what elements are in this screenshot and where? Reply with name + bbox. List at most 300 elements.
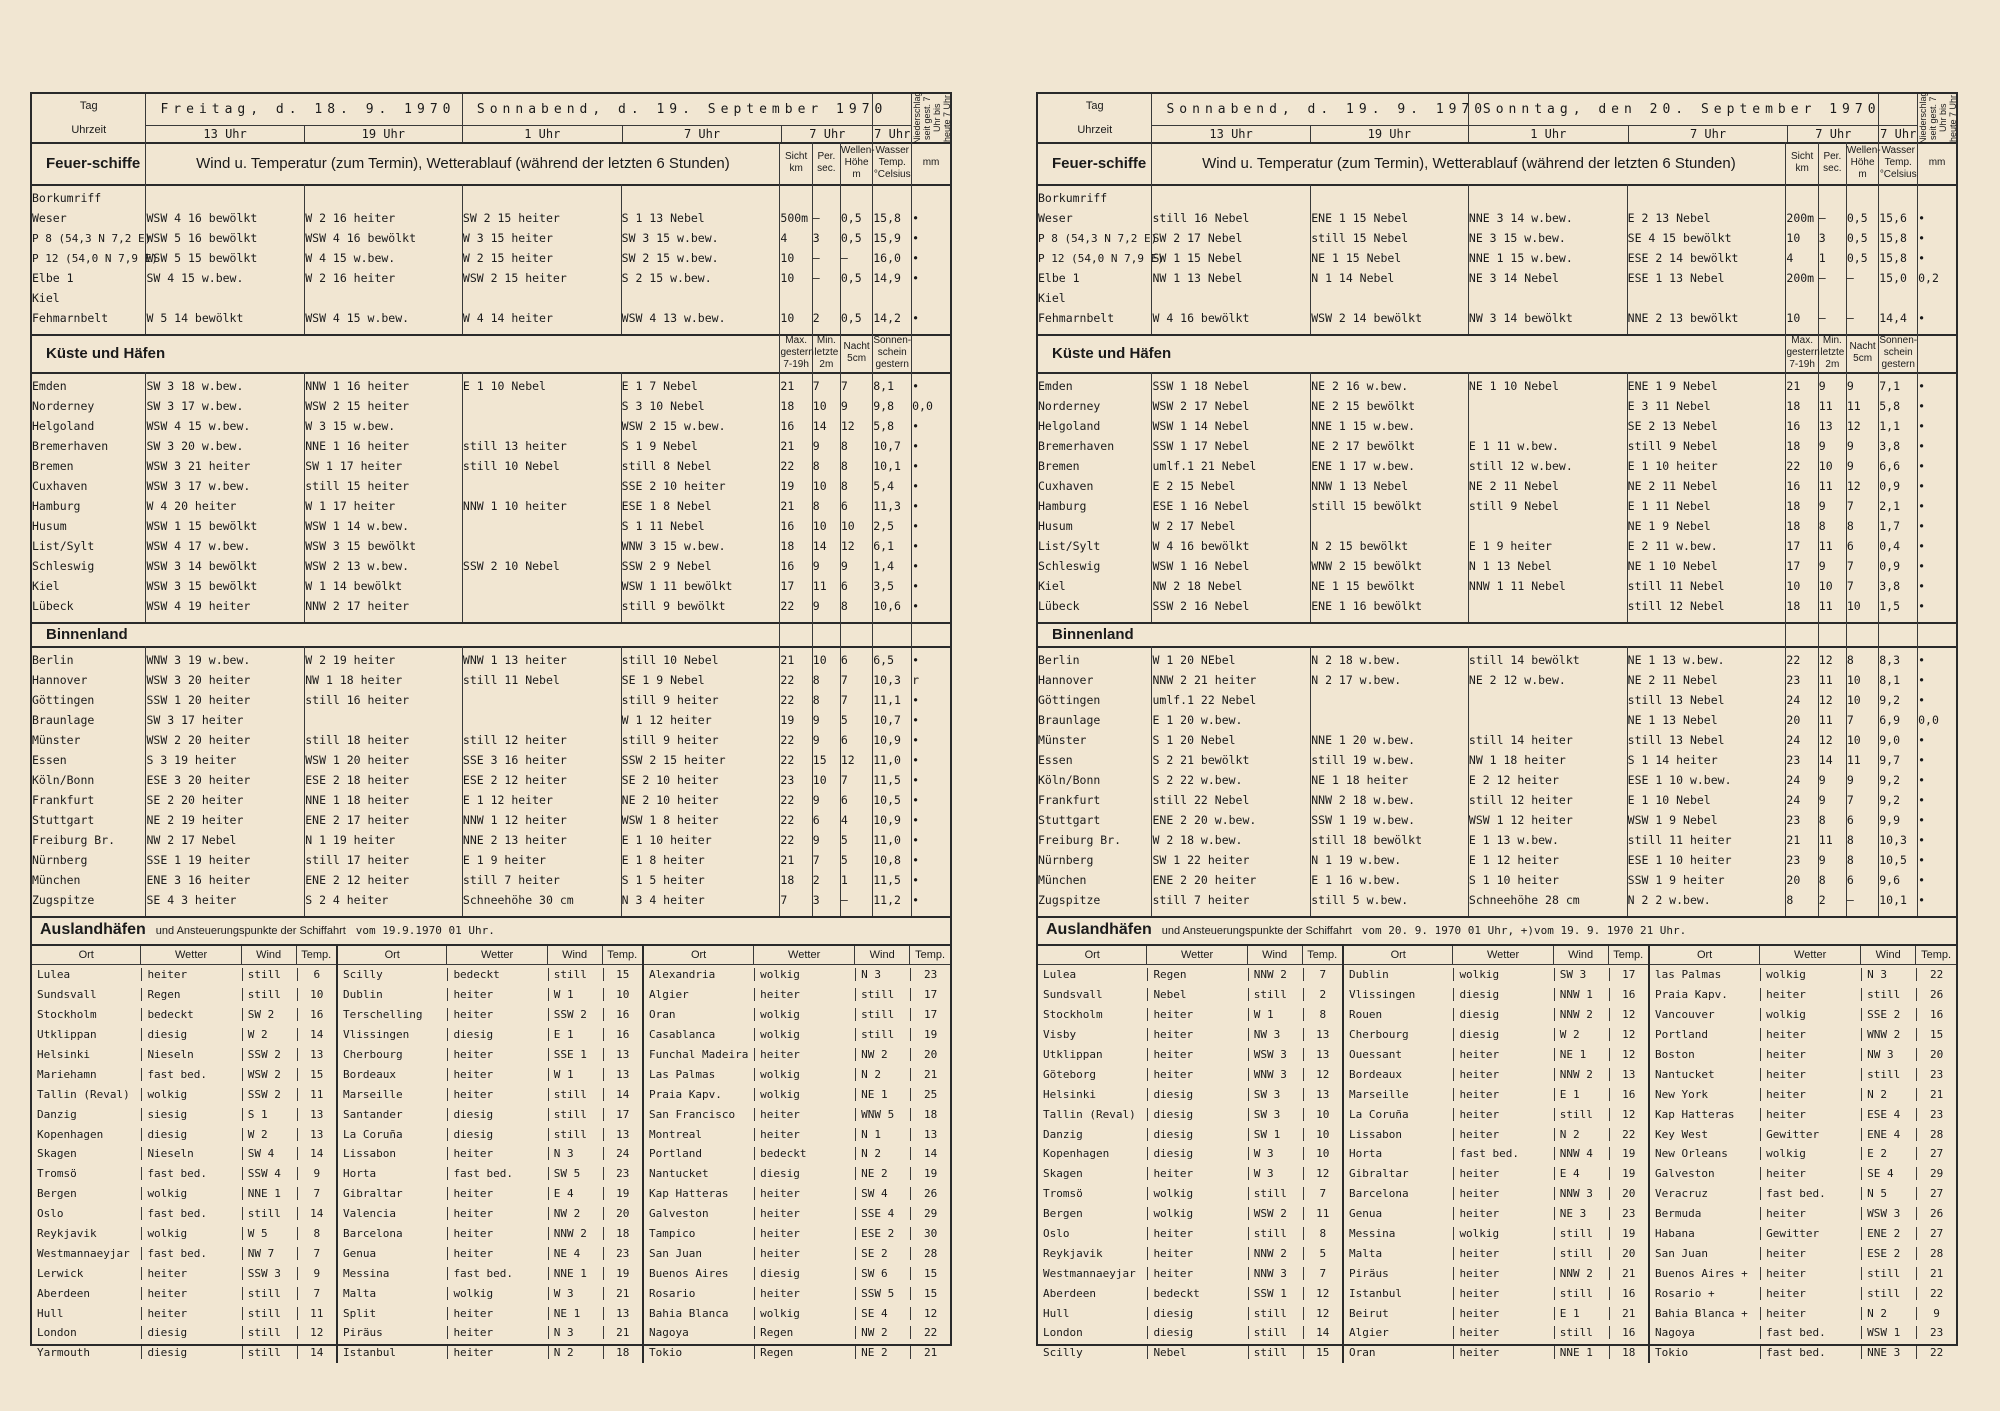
port-wind: SW 4 [855, 1187, 910, 1200]
time-7c: 7 Uhr [1880, 127, 1917, 141]
port-wind: still [548, 1108, 603, 1121]
table-cell: ESE 3 20 heiter [146, 773, 251, 787]
port-wind: still [1861, 988, 1916, 1001]
ausland-block [644, 946, 950, 1363]
port-row [1344, 1204, 1648, 1224]
port-wind: still [1248, 988, 1303, 1001]
table-cell: 1,1 [1879, 419, 1901, 433]
port-temp: 17 [910, 1008, 950, 1021]
table-cell: NE 3 15 w.bew. [1468, 231, 1566, 245]
port-name: Vlissingen [1349, 988, 1416, 1002]
port-weather: heiter [1453, 1267, 1553, 1280]
station-name: Stuttgart [1038, 813, 1101, 827]
table-cell: 6 [1846, 813, 1854, 827]
table-cell [813, 188, 840, 208]
table-cell: still 11 Nebel [1627, 579, 1725, 593]
table-cell: • [1918, 693, 1926, 707]
port-wind: still [1861, 1068, 1916, 1081]
port-temp: 27 [1916, 1187, 1956, 1200]
table-cell: S 1 11 Nebel [621, 519, 705, 533]
port-temp: 15 [297, 1068, 337, 1081]
table-cell: • [912, 519, 920, 533]
table-cell [1469, 516, 1627, 536]
table-cell: 8 [1786, 893, 1794, 907]
port-name: Stockholm [37, 1008, 97, 1022]
table-cell: SW 3 17 heiter [146, 713, 244, 727]
label-min5: Nacht 5cm [1849, 341, 1876, 364]
table-cell: WNW 3 19 w.bew. [146, 653, 251, 667]
table-cell: WSW 5 16 bewölkt [146, 231, 258, 245]
table-cell [1819, 288, 1846, 308]
station-name: Borkumriff [32, 191, 102, 205]
port-wind: SW 4 [242, 1147, 297, 1160]
port-temp: 23 [603, 1247, 643, 1260]
port-wind: NE 3 [1554, 1207, 1609, 1220]
table-cell: 7 [780, 893, 788, 907]
table-cell: NNW 2 17 heiter [305, 599, 410, 613]
port-temp: 20 [603, 1207, 643, 1220]
station-name: Nürnberg [32, 853, 88, 867]
port-wind: NNE 1 [1554, 1346, 1609, 1359]
table-cell [146, 288, 304, 308]
port-row [644, 1084, 950, 1104]
table-cell: S 1 9 Nebel [621, 439, 698, 453]
col-wetter: Wetter [1453, 946, 1553, 964]
port-weather: fast bed. [1760, 1346, 1861, 1359]
port-wind: SW 6 [855, 1267, 910, 1280]
port-weather: heiter [447, 1207, 547, 1220]
table-cell: 22 [1786, 459, 1801, 473]
port-name: Rosario [649, 1286, 696, 1300]
port-wind: NNW 1 [1554, 988, 1609, 1001]
table-cell: NE 2 12 w.bew. [1468, 673, 1566, 687]
station-name: Fehmarnbelt [1038, 311, 1115, 325]
port-weather: wolkig [754, 1088, 855, 1101]
table-cell: WSW 4 15 w.bew. [146, 419, 251, 433]
port-name: Piräus [1349, 1266, 1389, 1280]
port-temp: 21 [1916, 1088, 1956, 1101]
port-temp: 14 [297, 1207, 337, 1220]
port-name: Veracruz [1655, 1187, 1708, 1201]
table-cell [1819, 188, 1846, 208]
port-weather: heiter [1760, 1048, 1861, 1061]
port-wind: N 2 [1861, 1088, 1916, 1101]
table-cell: 9 [1818, 773, 1826, 787]
port-row [1038, 965, 1342, 985]
port-weather: heiter [754, 988, 855, 1001]
table-cell: • [912, 271, 920, 285]
label-wellen: Wellen- Höhe m [840, 145, 875, 180]
table-cell: N 2 18 w.bew. [1311, 653, 1402, 667]
table-cell: still 8 Nebel [621, 459, 712, 473]
port-wind: still [242, 1287, 297, 1300]
port-temp: 12 [1303, 1068, 1343, 1081]
table-cell: E 1 9 heiter [462, 853, 546, 867]
port-weather: bedeckt [754, 1147, 855, 1160]
table-cell: – [812, 271, 820, 285]
port-temp: 12 [297, 1326, 337, 1339]
table-cell: 0,5 [1846, 251, 1868, 265]
port-weather: heiter [1453, 1167, 1553, 1180]
table-cell: WSW 2 15 heiter [462, 271, 567, 285]
table-cell: 9 [1818, 793, 1826, 807]
table-cell: r [912, 673, 920, 687]
port-weather: diesig [447, 1108, 547, 1121]
port-weather: fast bed. [447, 1267, 547, 1280]
port-wind: WNW 5 [855, 1108, 910, 1121]
table-cell: NE 1 10 Nebel [1627, 559, 1718, 573]
port-weather: heiter [447, 1008, 547, 1021]
table-cell: • [912, 459, 920, 473]
day1-title: Sonnabend, d. 19. 9. 1970 [1166, 102, 1488, 117]
table-cell: 9,0 [1879, 733, 1901, 747]
table-cell: N 1 19 heiter [305, 833, 396, 847]
port-wind: SSW 4 [242, 1167, 297, 1180]
port-name: Ouessant [1349, 1048, 1402, 1061]
port-weather: diesig [141, 1346, 241, 1359]
station-name: Freiburg Br. [1038, 833, 1122, 847]
table-cell [463, 710, 621, 730]
table-cell: 10 [1786, 579, 1801, 593]
port-wind: W 3 [1248, 1147, 1303, 1160]
table-cell: SSW 1 20 heiter [146, 693, 251, 707]
station-name: Braunlage [32, 713, 95, 727]
table-cell: S 2 4 heiter [305, 893, 389, 907]
time-13: 13 Uhr [1209, 127, 1253, 141]
table-cell: 0,9 [1879, 479, 1901, 493]
port-weather: diesig [1453, 1028, 1553, 1041]
table-cell: 7 [1846, 713, 1854, 727]
station-name: München [1038, 873, 1087, 887]
table-cell: still 22 Nebel [1152, 793, 1250, 807]
port-weather: Regen [141, 988, 241, 1001]
table-cell: • [912, 873, 920, 887]
station-name: Norderney [1038, 399, 1101, 413]
table-cell: 0,2 [1918, 271, 1939, 285]
port-temp: 27 [1916, 1147, 1956, 1160]
table-cell: SSW 2 10 Nebel [462, 559, 560, 573]
port-wind: still [1554, 1326, 1609, 1339]
table-cell: WSW 1 14 w.bew. [305, 519, 410, 533]
table-cell: • [1918, 893, 1926, 907]
table-cell: still 19 w.bew. [1311, 753, 1416, 767]
table-cell: 21 [1786, 833, 1801, 847]
port-weather: fast bed. [1760, 1187, 1861, 1200]
port-weather: diesig [447, 1128, 547, 1141]
port-name: Lulea [1043, 968, 1077, 982]
port-row [338, 1243, 642, 1263]
table-cell: NW 1 18 heiter [305, 673, 403, 687]
table-cell: NE 2 19 heiter [146, 813, 244, 827]
table-cell: 9 [812, 439, 820, 453]
table-cell: 23 [780, 773, 795, 787]
port-row [338, 1084, 642, 1104]
time-7a: 7 Uhr [1628, 126, 1788, 142]
feuerschiffe-title: Feuer-schiffe [1052, 154, 1147, 172]
port-name: Westmannaeyjar [1043, 1266, 1136, 1280]
table-cell [1786, 288, 1817, 308]
port-wind: NW 3 [1861, 1048, 1916, 1061]
port-temp: 29 [1916, 1167, 1956, 1180]
table-cell: E 2 12 heiter [1468, 773, 1559, 787]
table-cell: 14,2 [873, 311, 901, 325]
table-cell: • [1918, 579, 1926, 593]
port-temp: 12 [1303, 1307, 1343, 1320]
port-name: Dublin [343, 988, 383, 1002]
port-row [32, 1064, 336, 1084]
port-name: Habana [1655, 1227, 1695, 1241]
table-cell [463, 396, 621, 416]
label-mm: mm [1928, 157, 1946, 168]
port-name: Utklippan [1043, 1048, 1103, 1061]
kueste-title: Küste und Häfen [1052, 344, 1172, 362]
table-cell: 12 [1818, 733, 1833, 747]
port-row [32, 1343, 336, 1363]
auslandhaefen-title: Auslandhäfen [40, 921, 146, 938]
table-cell: 12 [1846, 419, 1861, 433]
table-cell: 24 [1786, 793, 1801, 807]
port-temp: 17 [910, 988, 950, 1001]
table-cell: • [912, 853, 920, 867]
port-weather: heiter [1760, 988, 1861, 1001]
port-name: Vlissingen [343, 1028, 410, 1042]
port-name: Gibraltar [343, 1187, 403, 1201]
table-cell: 7 [840, 693, 848, 707]
port-temp: 12 [910, 1307, 950, 1320]
col-wind: Wind [242, 946, 297, 964]
day2-title: Sonnabend, d. 19. September 1970 [476, 102, 888, 117]
port-name: Montreal [649, 1127, 702, 1141]
table-cell: N 3 4 heiter [621, 893, 705, 907]
port-name: Bermuda [1655, 1207, 1702, 1221]
station-name: Bremen [1038, 459, 1080, 473]
table-cell: 10,1 [873, 459, 901, 473]
table-cell: 9 [812, 559, 820, 573]
port-wind: SW 5 [548, 1167, 603, 1180]
port-wind: NE 1 [1554, 1048, 1609, 1061]
table-cell [463, 690, 621, 710]
station-name: Lübeck [32, 599, 74, 613]
table-cell: SSW 1 17 Nebel [1152, 439, 1250, 453]
table-cell: WSW 2 13 w.bew. [305, 559, 410, 573]
table-cell: 8 [812, 693, 820, 707]
table-cell: NNW 1 13 Nebel [1311, 479, 1409, 493]
port-row [1650, 1124, 1956, 1144]
port-weather: siesig [141, 1108, 241, 1121]
table-cell: • [912, 793, 920, 807]
table-cell: • [1918, 419, 1926, 433]
table-cell: 6,1 [873, 539, 895, 553]
station-name: Zugspitze [1038, 893, 1101, 907]
table-cell: WSW 2 20 heiter [146, 733, 251, 747]
table-cell: 2 [1818, 893, 1826, 907]
table-cell: WSW 1 16 Nebel [1152, 559, 1250, 573]
port-temp: 10 [297, 988, 337, 1001]
port-weather: wolkig [754, 1068, 855, 1081]
col-temp: Temp. [1613, 949, 1644, 961]
table-cell: SSW 1 19 w.bew. [1311, 813, 1416, 827]
table-cell: WSW 5 15 bewölkt [146, 251, 258, 265]
table-cell: 10 [1846, 673, 1861, 687]
port-name: San Juan [649, 1246, 702, 1260]
port-weather: wolkig [141, 1187, 241, 1200]
port-row [644, 1263, 950, 1283]
table-cell: 11 [812, 579, 827, 593]
port-weather: heiter [1453, 1048, 1553, 1061]
table-cell: NNE 1 20 w.bew. [1311, 733, 1416, 747]
table-cell: ENE 2 17 heiter [305, 813, 410, 827]
port-temp: 28 [910, 1247, 950, 1260]
col-wetter: Wetter [447, 946, 547, 964]
port-wind: WNW 3 [1248, 1068, 1303, 1081]
station-name: P 12 (54,0 N 7,9 E) [1038, 251, 1164, 265]
station-name: Weser [32, 211, 67, 225]
port-wind: NE 2 [855, 1346, 910, 1359]
table-cell: E 1 7 Nebel [621, 379, 698, 393]
col-ort: Ort [1038, 946, 1147, 964]
table-cell: 6 [1846, 539, 1854, 553]
port-temp: 13 [603, 1048, 643, 1061]
port-row [338, 965, 642, 985]
table-cell: 22 [780, 673, 795, 687]
port-temp: 23 [603, 1167, 643, 1180]
table-cell: still 13 Nebel [1627, 733, 1725, 747]
table-cell: W 4 16 bewölkt [1152, 539, 1250, 553]
label-sonne: Sonnen- schein gestern [1879, 335, 1918, 370]
port-wind: SSW 5 [855, 1287, 910, 1300]
table-cell: NNE 1 15 w.bew. [1468, 251, 1573, 265]
table-cell: WSW 4 19 heiter [146, 599, 251, 613]
port-weather: fast bed. [141, 1167, 241, 1180]
table-cell: 3,5 [873, 579, 895, 593]
port-wind: still [242, 968, 297, 981]
table-cell: SSW 1 18 Nebel [1152, 379, 1250, 393]
station-name: Emden [1038, 379, 1073, 393]
label-wasser: Wasser Temp. °Celsius [1879, 145, 1917, 180]
table-cell: 12 [1818, 653, 1833, 667]
col-ort: Ort [1344, 946, 1453, 964]
table-cell: 0,5 [840, 211, 862, 225]
table-cell: WSW 3 20 heiter [146, 673, 251, 687]
day1-cell [146, 94, 462, 142]
port-wind: NNW 3 [1248, 1267, 1303, 1280]
table-cell: 10 [812, 773, 827, 787]
table-cell: N 1 19 w.bew. [1311, 853, 1402, 867]
port-temp: 11 [297, 1088, 337, 1101]
port-wind: still [1861, 1267, 1916, 1280]
table-cell: 16 [780, 559, 795, 573]
table-cell: 19 [780, 713, 795, 727]
binnenland-title: Binnenland [1052, 625, 1134, 643]
table-cell: 9,2 [1879, 773, 1901, 787]
port-temp: 19 [1609, 1227, 1649, 1240]
port-wind: WSW 2 [242, 1068, 297, 1081]
table-cell: E 1 10 heiter [621, 833, 712, 847]
port-temp: 13 [1609, 1068, 1649, 1081]
station-name: Frankfurt [1038, 793, 1101, 807]
table-cell: W 1 12 heiter [621, 713, 712, 727]
port-temp: 22 [1916, 968, 1956, 981]
port-temp: 14 [1303, 1326, 1343, 1339]
table-cell: • [912, 559, 920, 573]
table-cell [622, 288, 780, 308]
col-wind: Wind [1861, 946, 1916, 964]
port-weather: wolkig [754, 1008, 855, 1021]
table-cell: • [1918, 773, 1926, 787]
port-weather: heiter [754, 1287, 855, 1300]
port-wind: still [242, 1346, 297, 1359]
table-cell: SSW 2 9 Nebel [621, 559, 712, 573]
port-weather: Nieseln [141, 1048, 241, 1061]
table-cell: SW 1 22 heiter [1152, 853, 1250, 867]
table-cell: 10 [1786, 231, 1801, 245]
port-row [644, 985, 950, 1005]
port-name: Oran [649, 1008, 676, 1022]
table-cell: 5 [840, 853, 848, 867]
port-wind: E 1 [548, 1028, 603, 1041]
port-weather: heiter [1147, 1267, 1247, 1280]
table-cell: ESE 1 10 w.bew. [1627, 773, 1732, 787]
table-cell: 6 [840, 499, 848, 513]
table-cell: 8 [812, 673, 820, 687]
table-cell: • [1918, 399, 1926, 413]
port-wind: N 3 [548, 1326, 603, 1339]
table-cell: 10,6 [873, 599, 901, 613]
port-temp: 25 [910, 1088, 950, 1101]
table-cell: 1 [840, 873, 848, 887]
table-cell: ENE 1 16 bewölkt [1311, 599, 1422, 613]
port-temp: 12 [1609, 1108, 1649, 1121]
table-cell: still 12 Nebel [1627, 599, 1725, 613]
port-weather: wolkig [1760, 1008, 1861, 1021]
port-weather: bedeckt [141, 1008, 241, 1021]
port-row [32, 1323, 336, 1343]
port-temp: 19 [1609, 1167, 1649, 1180]
port-wind: NNW 2 [548, 1227, 603, 1240]
port-temp: 6 [297, 968, 337, 981]
table-cell [1311, 710, 1468, 730]
port-name: Messina [343, 1266, 390, 1280]
table-cell: 14,4 [1879, 311, 1907, 325]
port-temp: 16 [603, 1008, 643, 1021]
port-row [1344, 1025, 1648, 1045]
port-temp: 24 [603, 1147, 643, 1160]
station-name: Elbe 1 [32, 271, 74, 285]
table-cell: E 1 9 heiter [1468, 539, 1552, 553]
table-cell [1469, 396, 1627, 416]
table-cell: 14 [812, 419, 827, 433]
table-cell: SE 2 10 heiter [621, 773, 719, 787]
station-name: Norderney [32, 399, 95, 413]
table-cell: NNE 1 15 w.bew. [1311, 419, 1416, 433]
table-cell: still 13 Nebel [1627, 693, 1725, 707]
port-weather: Nieseln [141, 1147, 241, 1160]
station-name: Elbe 1 [1038, 271, 1080, 285]
port-wind: NW 2 [855, 1048, 910, 1061]
station-name: List/Sylt [32, 539, 95, 553]
table-cell: 10 [812, 519, 827, 533]
port-wind: SSW 1 [1248, 1287, 1303, 1300]
station-name: Stuttgart [32, 813, 95, 827]
port-temp: 7 [1303, 1187, 1343, 1200]
table-cell [1879, 188, 1917, 208]
table-cell: 10 [1846, 733, 1861, 747]
table-cell: 8 [840, 599, 848, 613]
feuerschiffe-table [1038, 184, 1956, 334]
port-name: Sundsvall [1043, 988, 1103, 1002]
col-wind: Wind [1554, 946, 1609, 964]
table-cell: NE 1 15 bewölkt [1311, 579, 1416, 593]
